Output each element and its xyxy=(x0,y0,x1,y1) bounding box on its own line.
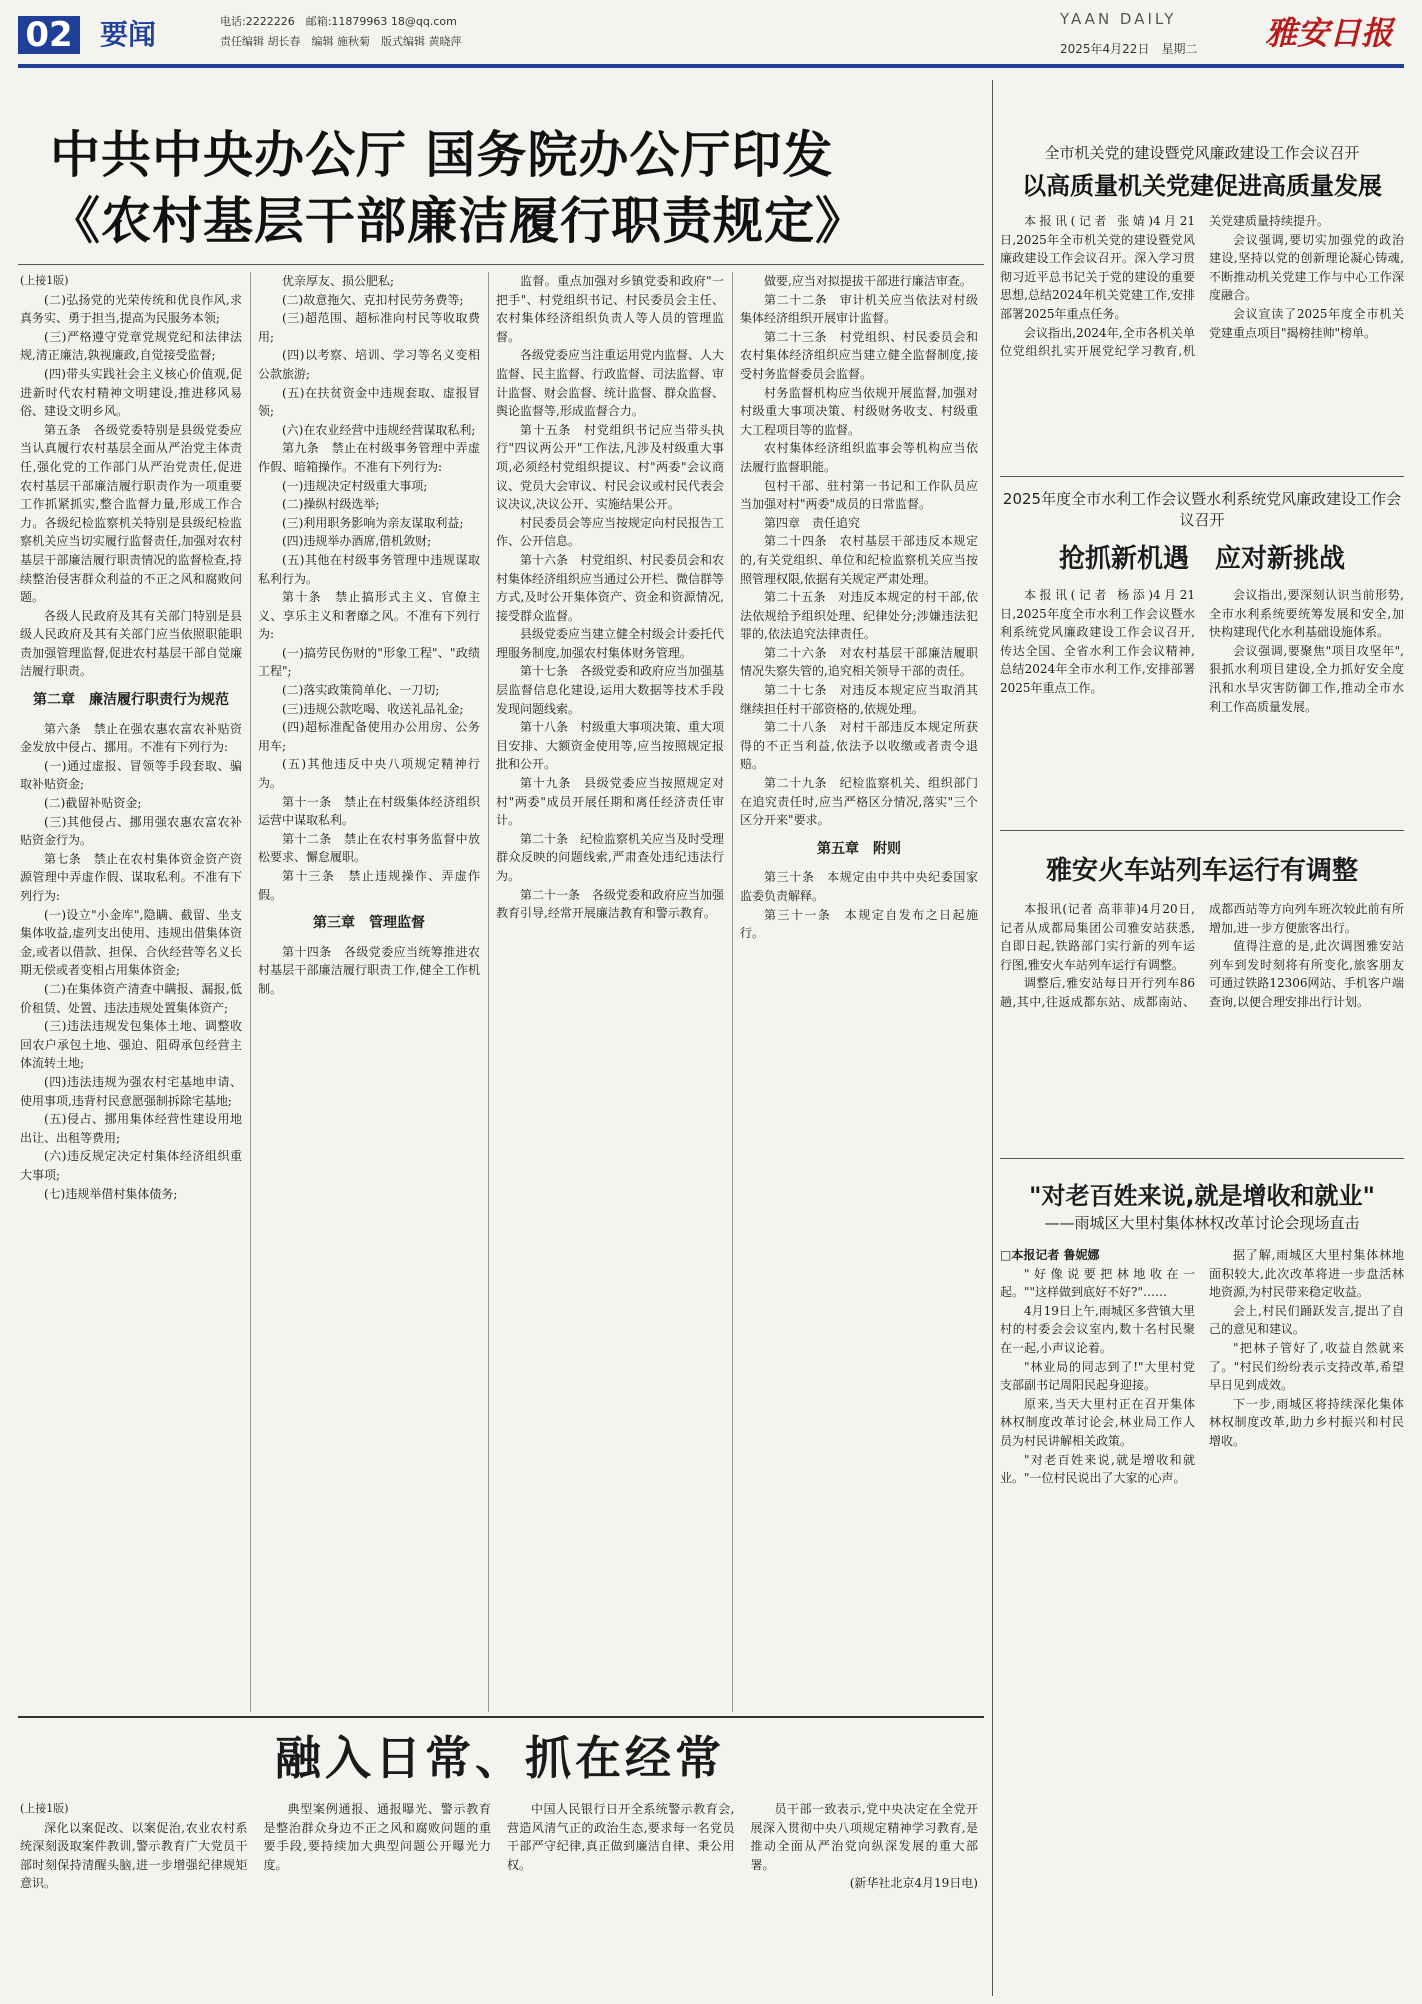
issue-date: 2025年4月22日 星期二 xyxy=(1060,42,1198,56)
masthead-rule xyxy=(18,64,1404,68)
side1-label: 全市机关党的建设暨党风廉政建设工作会议召开 xyxy=(1044,144,1360,162)
side4-author: □本报记者 鲁妮娜 xyxy=(1000,1248,1100,1262)
side-divider xyxy=(992,80,993,1996)
side3-body xyxy=(1000,900,1404,1150)
side4-subtitle: ——雨城区大里村集体林权改革讨论会现场直击 xyxy=(1044,1214,1360,1232)
paragraph: 本报讯(记者 杨添)4月21日,2025年度全市水利工作会议暨水利系统党风廉政建设工作会议召开,传达全国、全省水利工作会议精神,总结2024年全市水利工作,安排部署2025年重点工作。 xyxy=(1000,588,1195,695)
side3-title: 雅安火车站列车运行有调整 xyxy=(1045,856,1358,886)
paragraph: 下一步,雨城区将持续深化集体林权制度改革,助力乡村振兴和村民增收。 xyxy=(1209,1396,1404,1448)
paragraph: 4月19日上午,雨城区多营镇大里村的村委会会议室内,数十名村民聚在一起,小声议论着。 xyxy=(1000,1303,1195,1355)
paragraph: (一)搞劳民伤财的"形象工程"、"政绩工程"; xyxy=(258,645,480,679)
paragraph: (五)在扶贫资金中违规套取、虚报冒领; xyxy=(258,385,480,419)
brand-logo: 雅安日报 xyxy=(1265,14,1394,52)
paragraph: 调整后,雅安站每日开行列车86趟,其中,往返成都东站、成都南站、成都西站等方向列车班次较此前有所增加,进一步方便旅客出行。 xyxy=(1000,902,1404,1009)
paragraph: 第十三条 禁止违规操作、弄虚作假。 xyxy=(258,869,480,902)
paragraph: (三)其他侵占、挪用强农惠农富农补贴资金行为。 xyxy=(20,814,242,848)
paragraph: (四)超标准配备使用办公用房、公务用车; xyxy=(258,720,480,753)
article2-dateline: (新华社北京4月19日电) xyxy=(849,1876,978,1891)
paragraph: 第五条 各级党委特别是县级党委应当认真履行农村基层全面从严治党主体责任,强化党的工作部门从严治党责任,促进农村基层干部廉洁履行职责作为一项重要工作抓紧抓实,整合监督力量,形成工作合力。各级纪检监察机关特别是县级纪检监察机关应当切实履行监督责任,加强对农村基层干部廉洁履行职责情况的监督检查,持续整治侵害群众利益的不正之风和腐败问题。 xyxy=(20,422,242,605)
main-column-2 xyxy=(258,272,480,1712)
paragraph: (六)在农业经营中违规经营谋取私利; xyxy=(282,422,476,437)
paragraph: (二)故意拖欠、克扣村民劳务费等; xyxy=(282,292,464,307)
side2-label: 2025年度全市水利工作会议暨水利系统党风廉政建设工作会议召开 xyxy=(1002,490,1402,529)
side1-paragraphs xyxy=(1000,212,1404,361)
paragraph: 做要,应当对拟提拔干部进行廉洁审查。 xyxy=(764,274,972,288)
main-col1b-paragraphs xyxy=(20,720,242,1203)
paragraph: 第二十条 纪检监察机关应当及时受理群众反映的问题线索,严肃查处违纪违法行为。 xyxy=(496,831,724,883)
article-separator xyxy=(18,1716,984,1718)
paragraph: (三)违法违规发包集体土地、调整收回农户承包土地、强迫、阻碍承包经营主体流转土地; xyxy=(20,1019,242,1071)
paragraph: (七)违规举借村集体债务; xyxy=(44,1186,178,1201)
paragraph: 据了解,雨城区大里村集体林地面积较大,此次改革将进一步盘活林地资源,为村民带来稳定收益。 xyxy=(1209,1248,1404,1300)
paragraph: (三)严格遵守党章党规党纪和法律法规,清正廉洁,孰视廉政,自觉接受监督; xyxy=(20,329,242,363)
main-column-3 xyxy=(496,272,724,1712)
paragraph: 员干部一致表示,党中央决定在全党开展深入贯彻中央八项规定精神学习教育,是推动全面从严治党向纵深发展的重大部署。 xyxy=(750,1802,978,1872)
side3-paragraphs xyxy=(1000,900,1404,1012)
main-headline xyxy=(50,122,990,254)
chapter-5-heading: 第五章 附则 xyxy=(817,840,901,857)
paragraph: 村务监督机构应当依规开展监督,加强对村级重大事项决策、村级财务收支、村级重大工程项目等的监督。 xyxy=(740,385,978,437)
side-rule xyxy=(1000,1158,1404,1159)
paragraph: 第二十二条 审计机关应当依法对村级集体经济组织开展审计监督。 xyxy=(740,292,978,326)
paragraph: 监督。重点加强对乡镇党委和政府"一把手"、村党组织书记、村民委员会主任、农村集体经济组织负责人等人员的管理监督。 xyxy=(496,274,724,344)
headline-rule xyxy=(18,264,984,265)
paragraph: (四)违规举办酒席,借机敛财; xyxy=(282,534,432,549)
side1-body xyxy=(1000,212,1404,462)
side2-body xyxy=(1000,586,1404,816)
main-col3-paragraphs xyxy=(496,272,724,923)
paragraph: 各级党委应当注重运用党内监督、人大监督、民主监督、行政监督、司法监督、审计监督、财会监督、统计监督、群众监督、舆论监督等,形成监督合力。 xyxy=(496,348,724,419)
paragraph: 会议指出,要深刻认识当前形势,全市水利系统要统筹发展和安全,加快构建现代化水利基础设施体系。 xyxy=(1209,588,1404,640)
staff-info xyxy=(220,12,462,52)
paragraph: 第三十条 本规定由中共中央纪委国家监委负责解释。 xyxy=(740,870,978,903)
paragraph: 会议宣读了2025年度全市机关党建重点项目"揭榜挂帅"榜单。 xyxy=(1209,306,1404,340)
side-rule xyxy=(1000,476,1404,477)
paragraph: 会议指出,2024年,全市各机关单位党组织扎实开展党纪学习教育,机关党建质量持续提升。 xyxy=(1000,214,1330,359)
paragraph: 典型案例通报、通报曝光、警示教育是整治群众身边不正之风和腐败问题的重要手段,要持续加大典型问题公开曝光力度。 xyxy=(263,1802,491,1872)
column-divider xyxy=(250,272,251,1712)
paragraph: "对老百姓来说,就是增收和就业。"一位村民说出了大家的心声。 xyxy=(1000,1452,1195,1486)
article2-headline: 融入日常、抓在经常 xyxy=(275,1731,725,1785)
paragraph: (一)通过虚报、冒领等手段套取、骗取补贴资金; xyxy=(20,758,242,792)
paragraph: 第二十三条 村党组织、村民委员会和农村集体经济组织应当建立健全监督制度,接受村务监督委员会监督。 xyxy=(740,329,978,381)
paragraph: 第二十四条 农村基层干部违反本规定的,有关党组织、单位和纪检监察机关应当按照管理权限,依据有关规定严肃处理。 xyxy=(740,534,978,586)
paragraph: 第二十七条 对违反本规定应当取消其继续担任村干部资格的,依规处理。 xyxy=(740,683,978,716)
side2-title: 抢抓新机遇 应对新挑战 xyxy=(1058,544,1345,574)
paragraph: 本报讯(记者 高菲菲)4月20日,记者从成都局集团公司雅安站获悉,自即日起,铁路部门实行新的列车运行图,雅安火车站列车运行有调整。 xyxy=(1000,902,1195,972)
main-kicker: (上接1版) xyxy=(20,274,69,287)
side2-paragraphs xyxy=(1000,586,1404,716)
main-headline-line1: 中共中央办公厅 国务院办公厅印发 xyxy=(50,126,834,184)
paragraph: (六)违反规定决定村集体经济组织重大事项; xyxy=(20,1149,242,1182)
paragraph: (四)违法违规为强农村宅基地申请、使用事项,违背村民意愿强制拆除宅基地; xyxy=(20,1074,242,1108)
column-divider xyxy=(732,272,733,1712)
paragraph: (二)截留补贴资金; xyxy=(44,796,142,811)
main-col1-paragraphs xyxy=(20,291,242,681)
main-col2b-paragraphs xyxy=(258,943,480,999)
paragraph: (二)操纵村级选举; xyxy=(282,497,380,512)
paragraph: (五)侵占、挪用集体经营性建设用地出让、出租等费用; xyxy=(20,1112,242,1145)
paragraph: 第四章 责任追究 xyxy=(764,515,861,530)
paragraph: 第十九条 县级党委应当按照规定对村"两委"成员开展任期和离任经济责任审计。 xyxy=(496,776,724,828)
paragraph: (一)违规决定村级重大事项; xyxy=(282,478,428,493)
paragraph: (二)落实政策简单化、一刀切; xyxy=(282,683,440,698)
paragraph: (三)违规公款吃喝、收送礼品礼金; xyxy=(282,701,464,716)
paragraph: 村民委员会等应当按规定向村民报告工作、公开信息。 xyxy=(496,515,724,549)
editors-line: 责任编辑 胡长春 编辑 施秋菊 版式编辑 黄晓萍 xyxy=(220,35,462,48)
chapter-2-heading: 第二章 廉洁履行职责行为规范 xyxy=(33,692,229,709)
paragraph: 第二十八条 对村干部违反本规定所获得的不正当利益,依法予以收缴或者责令退赔。 xyxy=(740,720,978,772)
paragraph: 第十四条 各级党委应当统筹推进农村基层干部廉洁履行职责工作,健全工作机制。 xyxy=(258,944,480,996)
paragraph: 会议强调,要切实加强党的政治建设,坚持以党的创新理论凝心铸魂,不断推动机关党建工作与中心工作深度融合。 xyxy=(1209,232,1404,303)
paragraph: 第十二条 禁止在农村事务监督中放松要求、懈怠履职。 xyxy=(258,831,480,865)
paragraph: (二)在集体资产清查中瞒报、漏报,低价租赁、处置、违法违规处置集体资产; xyxy=(20,981,242,1015)
paragraph: 原来,当天大里村正在召开集体林权制度改革讨论会,林业局工作人员为村民讲解相关政策。 xyxy=(1000,1396,1195,1448)
paragraph: 第二十九条 纪检监察机关、组织部门在追究责任时,应当严格区分情况,落实"三个区分开来"要求。 xyxy=(740,776,978,828)
paragraph: 第七条 禁止在农村集体资金资产资源管理中弄虚作假、谋取私利。不准有下列行为: xyxy=(20,851,242,903)
paragraph: 第二十一条 各级党委和政府应当加强教育引导,经常开展廉洁教育和警示教育。 xyxy=(496,887,724,921)
paragraph: 各级人民政府及其有关部门特别是县级人民政府及其有关部门应当依照职能职责加强管理监督,促进农村基层干部自觉廉洁履行职责。 xyxy=(20,608,242,679)
paragraph: "把林子管好了,收益自然就来了。"村民们纷纷表示支持改革,希望早日见到成效。 xyxy=(1209,1340,1404,1393)
article2-kicker: (上接1版) xyxy=(20,1802,69,1815)
paragraph: "好像说要把林地收在一起。""这样做到底好不好?"…… xyxy=(1000,1266,1195,1300)
main-col4b-paragraphs xyxy=(740,868,978,942)
paragraph: (二)弘扬党的光荣传统和优良作风,求真务实、勇于担当,提高为民服务本领; xyxy=(20,292,242,326)
main-col2-paragraphs xyxy=(258,272,480,904)
paragraph: 第三十一条 本规定自发布之日起施行。 xyxy=(740,907,978,941)
paragraph: (五)其他在村级事务管理中违规谋取私利行为。 xyxy=(258,552,480,586)
paragraph: 第十五条 村党组织书记应当带头执行"四议两公开"工作法,凡涉及村级重大事项,必须经村党组织提议、村"两委"会议商议、党员大会审议、村民会议或村民代表会议决议,决议公开、实施结果公开。 xyxy=(496,422,724,512)
main-headline-line2: 《农村基层干部廉洁履行职责规定》 xyxy=(50,192,866,250)
paragraph: 第十一条 禁止在村级集体经济组织运营中谋取私利。 xyxy=(258,794,480,828)
side1-title: 以高质量机关党建促进高质量发展 xyxy=(1022,172,1382,200)
paragraph: (四)带头实践社会主义核心价值观,促进新时代农村精神文明建设,推进移风易俗、建设文明乡风。 xyxy=(20,366,242,419)
paragraph: 第六条 禁止在强农惠农富农补贴资金发放中侵占、挪用。不准有下列行为: xyxy=(20,721,242,755)
paragraph: 农村集体经济组织监事会等机构应当依法履行监督职能。 xyxy=(740,441,978,474)
paragraph: 会上,村民们踊跃发言,提出了自己的意见和建议。 xyxy=(1209,1303,1404,1337)
side4-paragraphs xyxy=(1000,1246,1404,1488)
main-column-1 xyxy=(20,272,242,1712)
paragraph: 会议强调,要聚焦"项目攻坚年",狠抓水利项目建设,全力抓好安全度汛和水旱灾害防御工作,推动全市水利工作高质量发展。 xyxy=(1209,643,1404,714)
chapter-3-heading: 第三章 管理监督 xyxy=(313,915,425,932)
paragraph: 优亲厚友、损公肥私; xyxy=(282,274,395,288)
side4-title: "对老百姓来说,就是增收和就业" xyxy=(1028,1182,1376,1210)
page-number-badge: 02 xyxy=(18,16,80,54)
brand-english: YAAN DAILY xyxy=(1060,10,1177,28)
paragraph: 第九条 禁止在村级事务管理中弄虚作假、暗箱操作。不准有下列行为: xyxy=(258,441,480,474)
column-divider xyxy=(488,272,489,1712)
paragraph: (三)利用职务影响为亲友谋取利益; xyxy=(282,515,464,530)
paragraph: 深化以案促改、以案促治,农业农村系统深刻汲取案件教训,警示教育广大党员干部时刻保持清醒头脑,进一步增强纪律规矩意识。 xyxy=(20,1820,248,1891)
paragraph: 第二十六条 对农村基层干部廉洁履职情况失察失管的,追究相关领导干部的责任。 xyxy=(740,645,978,679)
paragraph: (五)其他违反中央八项规定精神行为。 xyxy=(258,757,480,791)
contact-line: 电话:2222226 邮箱:11879963 18@qq.com xyxy=(220,15,457,28)
paragraph: 第十条 禁止搞形式主义、官僚主义、享乐主义和奢靡之风。不准有下列行为: xyxy=(258,590,480,642)
paragraph: 包村干部、驻村第一书记和工作队员应当加强对村"两委"成员的日常监督。 xyxy=(740,478,978,512)
main-col4-paragraphs xyxy=(740,272,978,830)
paragraph: (一)设立"小金库",隐瞒、截留、坐支集体收益,虚列支出使用、违规出借集体资金,或者以借款、担保、合伙经营等名义长期无偿或者变相占用集体资金; xyxy=(20,907,242,978)
section-title: 要闻 xyxy=(100,18,157,51)
paragraph: 第十六条 村党组织、村民委员会和农村集体经济组织应当通过公开栏、微信群等方式,及时公开集体资产、资金和资源情况,接受群众监督。 xyxy=(496,552,724,623)
paragraph: 第十八条 村级重大事项决策、重大项目安排、大额资金使用等,应当按照规定报批和公开。 xyxy=(496,720,724,772)
paragraph: 第十七条 各级党委和政府应当加强基层监督信息化建设,运用大数据等技术手段发现问题线索。 xyxy=(496,664,724,716)
paragraph: 县级党委应当建立健全村级会计委托代理服务制度,加强农村集体财务管理。 xyxy=(496,627,724,660)
paragraph: "林业局的同志到了!"大里村党支部副书记周阳民起身迎接。 xyxy=(1000,1359,1195,1393)
paragraph: 第二十五条 对违反本规定的村干部,依法依规给予组织处理、纪律处分;涉嫌违法犯罪的,依法追究法律责任。 xyxy=(740,590,978,642)
side4-body xyxy=(1000,1246,1404,1996)
paragraph: (四)以考察、培训、学习等名义变相公款旅游; xyxy=(258,348,480,381)
article2-body xyxy=(20,1800,978,1996)
paragraph: 本报讯(记者 张婧)4月21日,2025年全市机关党的建设暨党风廉政建设工作会议召开。深入学习贯彻习近平总书记关于党的建设的重要思想,总结2024年机关党建工作,安排部署2025年重点任务。 xyxy=(1000,214,1195,321)
main-column-4 xyxy=(740,272,978,1712)
paragraph: (三)超范围、超标准向村民等收取费用; xyxy=(258,311,480,344)
paragraph: 值得注意的是,此次调图雅安站列车到发时刻将有所变化,旅客朋友可通过铁路12306网站、手机客户端查询,以便合理安排出行计划。 xyxy=(1209,939,1404,1009)
side-rule xyxy=(1000,830,1404,831)
paragraph: 中国人民银行日开全系统警示教育会,营造风清气正的政治生态,要求每一名党员干部严守纪律,真正做到廉洁自律、秉公用权。 xyxy=(507,1802,735,1872)
